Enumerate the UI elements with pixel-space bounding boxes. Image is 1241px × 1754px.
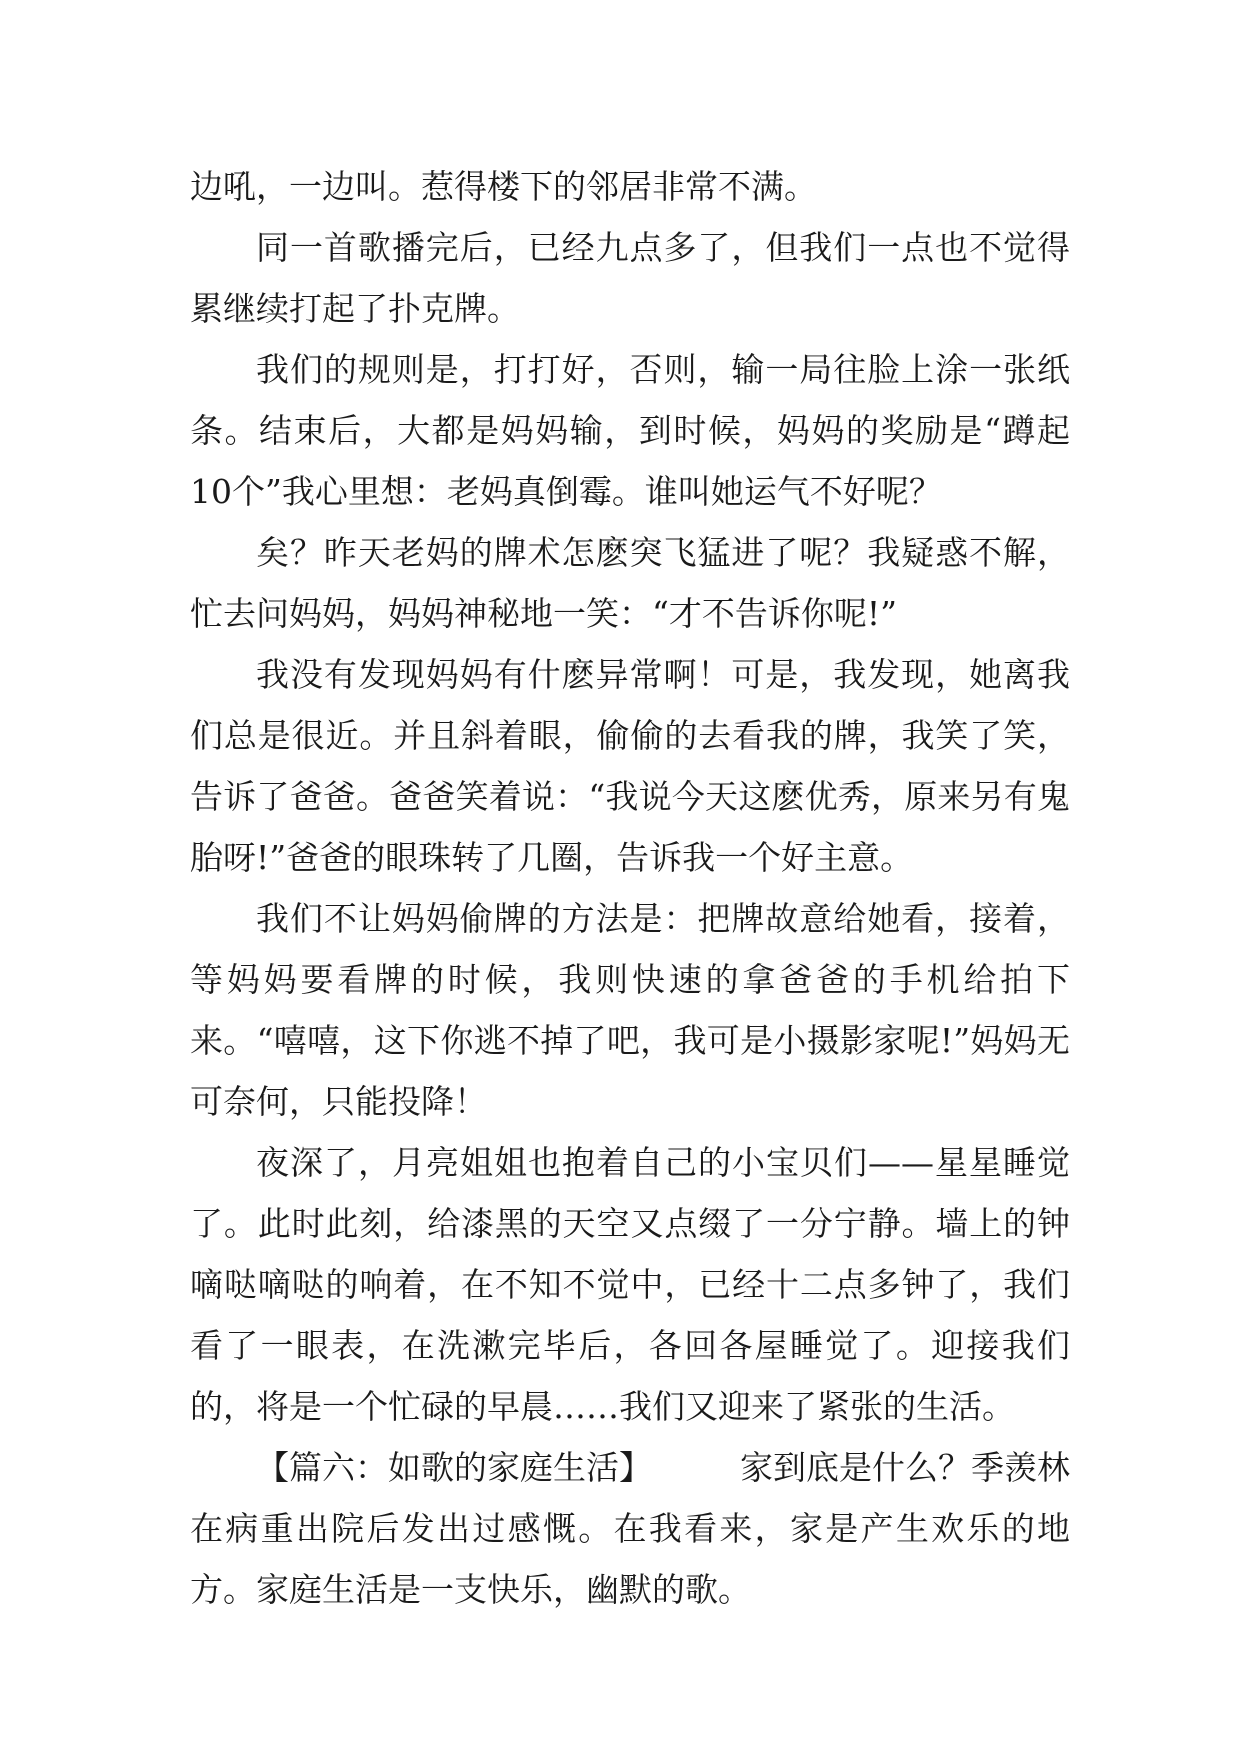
section-paragraph bbox=[190, 1437, 1070, 1620]
paragraph-2: 同一首歌播完后，已经九点多了，但我们一点也不觉得累继续打起了扑克牌。 bbox=[190, 228, 1070, 328]
section-heading: 【篇六：如歌的家庭生活】 bbox=[256, 1448, 652, 1487]
paragraph-4: 矣？昨天老妈的牌术怎麽突飞猛进了呢？我疑惑不解，忙去问妈妈，妈妈神秘地一笑：“才不告诉你呢!” bbox=[190, 533, 1070, 633]
paragraph-6: 我们不让妈妈偷牌的方法是：把牌故意给她看，接着，等妈妈要看牌的时候，我则快速的拿爸爸的手机给拍下来。“嘻嘻，这下你逃不掉了吧，我可是小摄影家呢!”妈妈无可奈何，只能投降！ bbox=[190, 899, 1070, 1121]
paragraph-5: 我没有发现妈妈有什麽异常啊！可是，我发现，她离我们总是很近。并且斜着眼，偷偷的去看我的牌，我笑了笑，告诉了爸爸。爸爸笑着说：“我说今天这麽优秀，原来另有鬼胎呀!”爸爸的眼珠转了几圈，告诉我一个好主意。 bbox=[190, 655, 1070, 877]
paragraph-3: 我们的规则是，打打好，否则，输一局往脸上涂一张纸条。结束后，大都是妈妈输，到时候，妈妈的奖励是“蹲起10个”我心里想：老妈真倒霉。谁叫她运气不好呢？ bbox=[190, 350, 1070, 511]
paragraph-1: 边吼，一边叫。惹得楼下的邻居非常不满。 bbox=[190, 167, 817, 206]
paragraph-7: 夜深了，月亮姐姐也抱着自己的小宝贝们——星星睡觉了。此时此刻，给漆黑的天空又点缀了一分宁静。墙上的钟嘀哒嘀哒的响着，在不知不觉中，已经十二点多钟了，我们看了一眼表，在洗漱完毕后，各回各屋睡觉了。迎接我们的，将是一个忙碌的早晨……我们又迎来了紧张的生活。 bbox=[190, 1143, 1070, 1426]
section-text: 家到底是什么？季羡林在病重出院后发出过感慨。在我看来，家是产生欢乐的地方。家庭生活是一支快乐，幽默的歌。 bbox=[190, 1448, 1070, 1609]
document-body bbox=[190, 156, 1070, 1620]
